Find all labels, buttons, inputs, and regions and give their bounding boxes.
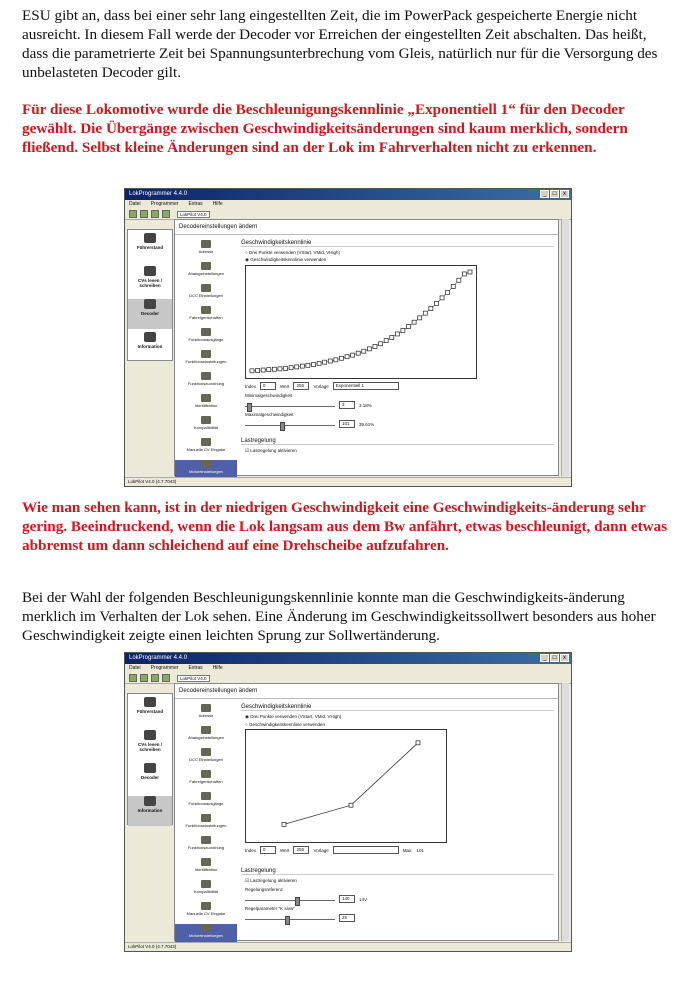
- nav-label: Decoder: [140, 311, 159, 316]
- category-list: [175, 238, 237, 480]
- curve-point: [323, 360, 327, 364]
- curve-point: [295, 365, 299, 369]
- curve-line: [252, 272, 470, 371]
- cat-motoreinstellungen[interactable]: [175, 924, 237, 944]
- cat-label: Identifikation: [194, 403, 218, 408]
- write-icon[interactable]: [162, 674, 170, 682]
- curve-point: [282, 822, 286, 826]
- save-icon[interactable]: [140, 210, 148, 218]
- cat-label: Funktionsausgänge: [188, 801, 224, 806]
- menu-hilfe[interactable]: Hilfe: [212, 665, 223, 671]
- curve-point: [351, 353, 355, 357]
- cat-label: Adresse: [198, 249, 214, 254]
- cat-dcc[interactable]: [175, 284, 237, 304]
- kslow-slider[interactable]: [245, 919, 335, 920]
- cat-kompatibilitaet[interactable]: [175, 416, 237, 436]
- vorlage-label: Vorlage: [313, 847, 329, 853]
- curve-point: [440, 296, 444, 300]
- curve-point: [423, 311, 427, 315]
- cat-manuelle-cv[interactable]: [175, 438, 237, 458]
- cat-label: Funktionszuordnung: [187, 381, 225, 386]
- maximize-icon[interactable]: □: [550, 654, 559, 662]
- envelope-icon: [201, 240, 211, 248]
- curve-point: [356, 351, 360, 355]
- speed-curve-plot[interactable]: [245, 729, 447, 843]
- curve-point: [390, 335, 394, 339]
- save-icon[interactable]: [140, 674, 148, 682]
- curve-point: [300, 364, 304, 368]
- vorlage-label: Vorlage: [313, 383, 329, 389]
- group-speed-curve: Geschwindigkeitskennlinie: [241, 240, 554, 247]
- curve-point: [250, 369, 254, 373]
- regref-unit: 14V: [359, 896, 368, 902]
- curve-point: [373, 345, 377, 349]
- function-icon: [201, 814, 211, 822]
- cat-label: Funktionseinstellungen: [185, 823, 227, 828]
- cat-funktionseinstellungen[interactable]: [175, 350, 237, 370]
- cat-funktionsausgaenge[interactable]: [175, 328, 237, 348]
- paragraph-exponential-highlight: Für diese Lokomotive wurde die Beschleunigungskennlinie „Exponentiell 1“ für den Decoder gewählt. Die Übergänge zwischen Geschwindigkeitsänderungen sind kaum merklich, sondern fließend. Selbst kleine Änderungen sind an der Lok im Fahrverhalten nicht zu erkennen.: [22, 101, 628, 156]
- paragraph-next-curve: Bei der Wahl der folgenden Beschleunigungskennlinie konnte man die Geschwindigkeits-änderung merklich im Verhalten der Lok sehen. Eine Änderung im Geschwindigkeitssollwert besonders aus hoher Geschwindigkeit zeigte einen leichten Sprung zur Sollwertänderung.: [22, 589, 656, 644]
- curve-point: [317, 361, 321, 365]
- cat-label: Kompatibilität: [193, 425, 218, 430]
- sliders-icon: [201, 770, 211, 778]
- paragraph-intro: ESU gibt an, dass bei einer sehr lang eingestellten Zeit, die im PowerPack gespeicherte Energie nicht ausreicht. In diesem Fall werde der Decoder vor Erreichen der eingestellten Zeit abschalten. Das heißt, dass die parametrierte Zeit bei Spannungsunterbrechung vom Gleis, natürlich nur für die Versorgung des unbelasteten Decoder gilt.: [22, 7, 658, 81]
- decoder-icon: [144, 299, 156, 309]
- speed-curve-chart: [246, 266, 476, 378]
- function-icon: [201, 350, 211, 358]
- curve-point: [434, 301, 438, 305]
- cat-label: Identifikation: [194, 867, 218, 872]
- speed-curve-content: [241, 240, 554, 456]
- nav-information[interactable]: [128, 332, 172, 362]
- bulb-icon: [201, 792, 211, 800]
- curve-point: [362, 349, 366, 353]
- cat-label: Fahreigenschaften: [189, 315, 223, 320]
- curve-point: [395, 332, 399, 336]
- dcc-icon: [201, 748, 211, 756]
- cat-label: Funktionseinstellungen: [185, 359, 227, 364]
- motor-icon: [201, 460, 211, 468]
- curve-point: [278, 367, 282, 371]
- menu-datei[interactable]: Datei: [129, 201, 141, 207]
- curve-point: [311, 363, 315, 367]
- cat-funktionseinstellungen[interactable]: [175, 814, 237, 834]
- open-icon[interactable]: [129, 210, 137, 218]
- cat-label: DCC Einstellungen: [189, 757, 223, 762]
- panel-title: Decodereinstellungen ändern: [175, 220, 558, 235]
- regref-label: Regelungsreferenz: [245, 887, 284, 892]
- max-label: Max:: [402, 847, 413, 853]
- curve-point: [462, 272, 466, 276]
- min-speed-row: [245, 401, 554, 409]
- pen-icon: [201, 902, 211, 910]
- nav-cvs[interactable]: [128, 266, 172, 296]
- curve-point: [339, 356, 343, 360]
- minimize-icon[interactable]: _: [540, 654, 549, 662]
- cat-label: Funktionszuordnung: [187, 845, 225, 850]
- three-point-chart: [246, 730, 446, 842]
- window-titlebar: [125, 189, 571, 200]
- regref-row: [245, 895, 554, 903]
- cat-label: Analogeinstellungen: [187, 735, 225, 740]
- index-label: Index: [245, 383, 257, 389]
- cat-identifikation[interactable]: [175, 394, 237, 414]
- curve-point: [272, 367, 276, 371]
- wert-label: Wert: [280, 383, 290, 389]
- screenshot-lokprogrammer-1: [124, 188, 572, 487]
- cv-icon: [144, 730, 156, 740]
- analog-icon: [201, 262, 211, 270]
- cat-label: Motoreinstellungen: [189, 469, 223, 474]
- three-point-line: [284, 743, 418, 825]
- max-speed-label: Maximalgeschwindigkeit: [245, 412, 294, 417]
- window-titlebar: [125, 653, 571, 664]
- min-speed-input[interactable]: 3: [339, 401, 355, 409]
- speed-curve-content: [241, 704, 554, 922]
- statusbar: LokPilot V4.0 (4.7.7043): [125, 942, 571, 951]
- cat-analog[interactable]: [175, 262, 237, 282]
- menubar: [125, 200, 571, 209]
- category-list: [175, 702, 237, 944]
- group-speed-curve: Geschwindigkeitskennlinie: [241, 704, 554, 711]
- curve-point: [367, 347, 371, 351]
- menu-programmer[interactable]: Programmer: [150, 201, 179, 207]
- group-load-control: Lastregelung: [241, 438, 554, 445]
- vertical-scrollbar[interactable]: [561, 219, 569, 476]
- cat-dcc[interactable]: [175, 748, 237, 768]
- statusbar: LokPilot V4.0 (4.7.7043): [125, 477, 571, 486]
- regref-input[interactable]: 140: [339, 895, 355, 903]
- kslow-row: [245, 914, 554, 922]
- cat-label: Funktionsausgänge: [188, 337, 224, 342]
- menubar: [125, 664, 571, 673]
- max-speed-row: [245, 420, 554, 428]
- curve-point: [384, 339, 388, 343]
- curve-point: [446, 290, 450, 294]
- cab-icon: [144, 233, 156, 243]
- max-speed-input[interactable]: 101: [339, 420, 355, 428]
- nav-decoder[interactable]: [128, 299, 172, 329]
- wert-label: Wert: [280, 847, 290, 853]
- nav-fuehrerstand[interactable]: [128, 233, 172, 263]
- cat-kompatibilitaet[interactable]: [175, 880, 237, 900]
- curve-point: [468, 270, 472, 274]
- curve-point: [306, 363, 310, 367]
- max-speed-slider[interactable]: [245, 425, 335, 426]
- menu-hilfe[interactable]: Hilfe: [212, 201, 223, 207]
- screenshot-lokprogrammer-2: [124, 652, 572, 952]
- min-speed-percent: 3.18%: [359, 402, 372, 408]
- info-icon: [144, 332, 156, 342]
- nav-cvs[interactable]: [128, 730, 172, 760]
- cat-label: Manuelle CV Eingabe: [186, 447, 226, 452]
- nav-information[interactable]: [128, 796, 172, 826]
- info-icon: [144, 796, 156, 806]
- menu-extras[interactable]: Extras: [188, 665, 203, 671]
- speed-curve-plot[interactable]: [245, 265, 477, 379]
- compat-icon: [201, 416, 211, 424]
- index-row: [245, 382, 554, 390]
- cat-label: DCC Einstellungen: [189, 293, 223, 298]
- radio-speed-curve[interactable]: ◉ Geschwindigkeitskennlinie verwenden: [245, 257, 327, 262]
- cat-label: Fahreigenschaften: [189, 779, 223, 784]
- index-input[interactable]: 0: [260, 382, 276, 390]
- analog-icon: [201, 726, 211, 734]
- radio-label: Geschwindigkeitskennlinie verwenden: [250, 257, 327, 262]
- curve-point: [412, 320, 416, 324]
- curve-point: [289, 366, 293, 370]
- sliders-icon: [201, 306, 211, 314]
- cat-label: Analogeinstellungen: [187, 271, 225, 276]
- mapping-icon: [201, 836, 211, 844]
- close-icon[interactable]: x: [560, 654, 569, 662]
- index-row: [245, 846, 554, 854]
- motor-icon: [201, 924, 211, 932]
- cat-funktionszuordnung[interactable]: [175, 836, 237, 856]
- curve-point: [256, 368, 260, 372]
- id-icon: [201, 858, 211, 866]
- cab-icon: [144, 697, 156, 707]
- decoder-select[interactable]: LokPilot V4.0: [177, 211, 210, 218]
- curve-point: [349, 803, 353, 807]
- curve-point: [429, 306, 433, 310]
- curve-point: [401, 328, 405, 332]
- radio-label: Drei Punkte verwenden (VStart, VMid, VHigh): [248, 250, 341, 255]
- open-icon[interactable]: [129, 674, 137, 682]
- nav-label: Decoder: [140, 775, 159, 780]
- close-icon[interactable]: x: [560, 190, 569, 198]
- curve-point: [267, 368, 271, 372]
- regref-slider[interactable]: [245, 900, 335, 901]
- max-value: 101: [416, 847, 424, 853]
- nav-label: CVs lesen / schreiben: [137, 278, 162, 288]
- curve-point: [407, 325, 411, 329]
- checkbox-label: Lastregelung aktivieren: [250, 878, 297, 883]
- radio-speed-curve[interactable]: ○ Geschwindigkeitskennlinie verwenden: [245, 722, 326, 727]
- min-speed-label: Minimalgeschwindigkeit: [245, 393, 293, 398]
- kslow-input[interactable]: 25: [339, 914, 355, 922]
- nav-label: Information: [137, 344, 163, 349]
- radio-three-points[interactable]: ◉ Drei Punkte verwenden (VStart, VMid, VHigh): [245, 714, 342, 719]
- window-title: LokProgrammer 4.4.0: [129, 191, 188, 197]
- nav-label: Information: [137, 808, 163, 813]
- curve-point: [345, 355, 349, 359]
- vorlage-select[interactable]: Exponentiell 1: [333, 382, 399, 390]
- paragraph-observation-highlight: Wie man sehen kann, ist in der niedrigen Geschwindigkeit eine Geschwindigkeits-änderung sehr gering. Beeindruckend, wenn die Lok langsam aus dem Bw anfährt, etwas beschleunigt, dann etwas abbremst um dann schleichend auf eine Drehscheibe aufzufahren.: [22, 499, 668, 554]
- radio-three-points[interactable]: ○ Drei Punkte verwenden (VStart, VMid, VHigh): [245, 250, 341, 255]
- window-title: LokProgrammer 4.4.0: [129, 655, 188, 661]
- id-icon: [201, 394, 211, 402]
- curve-point: [379, 342, 383, 346]
- slider-thumb[interactable]: [295, 897, 300, 906]
- cat-funktionsausgaenge[interactable]: [175, 792, 237, 812]
- dcc-icon: [201, 284, 211, 292]
- decoder-icon: [144, 763, 156, 773]
- read-icon[interactable]: [151, 210, 159, 218]
- curve-point: [284, 366, 288, 370]
- envelope-icon: [201, 704, 211, 712]
- curve-point: [418, 316, 422, 320]
- mapping-icon: [201, 372, 211, 380]
- cv-icon: [144, 266, 156, 276]
- curve-point: [451, 285, 455, 289]
- radio-label: Drei Punkte verwenden (VStart, VMid, VHigh): [250, 714, 342, 719]
- min-speed-slider[interactable]: [245, 406, 335, 407]
- nav-decoder[interactable]: [128, 763, 172, 793]
- cat-fahreigenschaften[interactable]: [175, 770, 237, 790]
- decoder-settings-panel: [174, 683, 559, 941]
- decoder-settings-panel: [174, 219, 559, 476]
- curve-point: [416, 741, 420, 745]
- minimize-icon[interactable]: _: [540, 190, 549, 198]
- cat-adresse[interactable]: [175, 704, 237, 724]
- checkbox-label: Lastregelung aktivieren: [250, 448, 297, 453]
- panel-title: Decodereinstellungen ändern: [175, 684, 558, 699]
- cat-fahreigenschaften[interactable]: [175, 306, 237, 326]
- read-icon[interactable]: [151, 674, 159, 682]
- nav-label: Führerstand: [136, 245, 164, 250]
- bulb-icon: [201, 328, 211, 336]
- slider-thumb[interactable]: [280, 422, 285, 431]
- maximize-icon[interactable]: □: [550, 190, 559, 198]
- pen-icon: [201, 438, 211, 446]
- cat-label: Kompatibilität: [193, 889, 218, 894]
- cat-analog[interactable]: [175, 726, 237, 746]
- cat-label: Motoreinstellungen: [189, 933, 223, 938]
- nav-label: CVs lesen / schreiben: [137, 742, 162, 752]
- curve-point: [457, 278, 461, 282]
- write-icon[interactable]: [162, 210, 170, 218]
- slider-thumb[interactable]: [285, 916, 290, 925]
- vertical-scrollbar[interactable]: [561, 683, 569, 941]
- cat-label: Manuelle CV Eingabe: [186, 911, 226, 916]
- cat-adresse[interactable]: [175, 240, 237, 260]
- curve-point: [334, 358, 338, 362]
- left-nav: [127, 229, 173, 361]
- compat-icon: [201, 880, 211, 888]
- slider-thumb[interactable]: [247, 403, 252, 412]
- vorlage-select[interactable]: [333, 846, 399, 854]
- cat-identifikation[interactable]: [175, 858, 237, 878]
- radio-label: Geschwindigkeitskennlinie verwenden: [248, 722, 326, 727]
- max-speed-percent: 39.61%: [359, 421, 375, 427]
- cat-funktionszuordnung[interactable]: [175, 372, 237, 392]
- wert-input[interactable]: 255: [293, 382, 309, 390]
- menu-datei[interactable]: Datei: [129, 665, 141, 671]
- index-input[interactable]: 0: [260, 846, 276, 854]
- load-control-checkbox[interactable]: ☑ Lastregelung aktivieren: [245, 448, 297, 453]
- index-label: Index: [245, 847, 257, 853]
- cat-label: Adresse: [198, 713, 214, 718]
- curve-point: [261, 368, 265, 372]
- nav-fuehrerstand[interactable]: [128, 697, 172, 727]
- wert-input[interactable]: 255: [293, 846, 309, 854]
- cat-manuelle-cv[interactable]: [175, 902, 237, 922]
- nav-label: Führerstand: [136, 709, 164, 714]
- kslow-label: Regelparameter "K slow": [245, 906, 295, 911]
- load-control-checkbox[interactable]: ☑ Lastregelung aktivieren: [245, 878, 297, 883]
- menu-programmer[interactable]: Programmer: [150, 665, 179, 671]
- group-load-control: Lastregelung: [241, 868, 554, 875]
- menu-extras[interactable]: Extras: [188, 201, 203, 207]
- left-nav: [127, 693, 173, 825]
- decoder-select[interactable]: LokPilot V4.0: [177, 675, 210, 682]
- curve-point: [328, 359, 332, 363]
